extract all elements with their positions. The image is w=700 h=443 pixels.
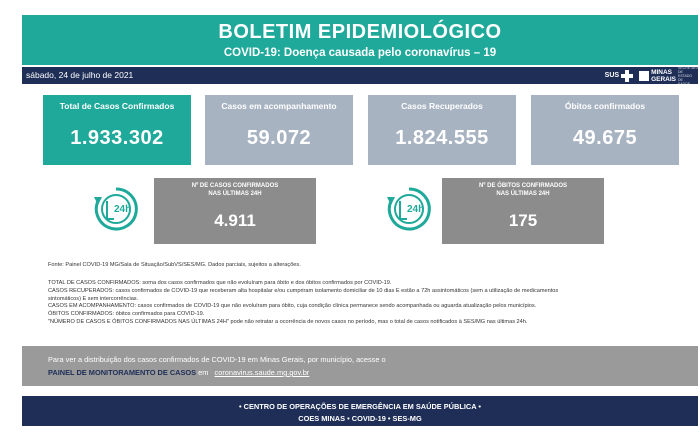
mg-emblem-icon [639,71,649,81]
footer-line1: • CENTRO DE OPERAÇÕES DE EMERGÊNCIA EM SAÚDE PÚBLICA • [239,402,481,411]
card-value: 59.072 [246,127,312,149]
bulletin-subtitle: COVID-19: Doença causada pelo coronavírus – 19 [223,47,497,59]
definition-line: CASOS EM ACOMPANHAMENTO: casos confirmados de COVID-19 que não evoluíram para óbito, cuja condição clínica permanece sendo acompanhada ou aguarda atualização pelos municípios. [48,303,537,310]
card24-label-line1: Nº DE ÓBITOS CONFIRMADOS [478,183,568,189]
sus-logo [605,70,633,82]
card-cases-24h [154,178,316,244]
coronavirus-site-link[interactable]: coronavirus.saude.mg.gov.br [214,368,310,377]
card24-label-line2: NAS ÚLTIMAS 24H [496,191,550,197]
card-recovered [368,95,516,165]
logos [604,65,700,86]
card24-value: 4.911 [214,211,256,230]
card-label: Óbitos confirmados [564,101,646,111]
card24-label [154,182,316,198]
card-value: 1.824.555 [395,127,489,149]
note-connector: em [198,368,209,377]
clock-24h-icon [385,185,433,233]
note-line2 [48,368,309,377]
card-label: Total de Casos Confirmados [59,101,175,111]
definition-line: TOTAL DE CASOS CONFIRMADOS: soma dos casos confirmados que não evoluíram para óbito e dos óbitos confirmados por COVID-19. [48,280,392,286]
monitoring-panel-label: PAINEL DE MONITORAMENTO DE CASOS [48,368,197,377]
definition-line: "NÚMERO DE CASOS E ÓBITOS CONFIRMADOS NAS ÚLTIMAS 24H" pode não retratar a ocorrência de novos casos no período, mas o total de casos notificados à SES/MG nas últimas 24h. [48,318,528,325]
minas-gerais-logo [639,65,700,86]
clock-24h-icon [92,185,140,233]
bulletin-date: sábado, 24 de julho de 2021 [26,70,134,80]
source-note: Fonte: Painel COVID-19 MG/Sala de Situação/SubVS/SES/MG. Dados parciais, sujeitos a alterações. [48,262,301,268]
card-deaths-24h [442,178,604,244]
card-value: 49.675 [572,127,638,149]
monitoring-note [22,346,698,386]
definition-line: sintomáticos) E sem intercorrências. [48,295,139,302]
card-in-follow-up [205,95,353,165]
card24-label [442,182,604,198]
mg-logo-line1: MINAS [651,68,673,76]
card-value: 1.933.302 [70,127,164,149]
bulletin-title: BOLETIM EPIDEMIOLÓGICO [218,21,502,43]
bulletin-header [22,15,698,65]
footer-line2: COES MINAS • COVID-19 • SES-MG [298,414,422,423]
definition-line: CASOS RECUPERADOS: casos confirmados de COVID-19 que receberam alta hospitalar e/ou cumpriram isolamento domiciliar de 10 dias E estão a 72h assintomáticos (sem a utilização de medicamentos [48,287,559,294]
svg-text:24h: 24h [114,204,132,215]
card24-label-line1: Nº DE CASOS CONFIRMADOS [191,183,279,189]
card24-label-line2: NAS ÚLTIMAS 24H [208,191,262,197]
card24-value: 175 [508,211,538,230]
card-total-confirmed [43,95,191,165]
definition-line: ÓBITOS CONFIRMADOS: óbitos confirmados para COVID-19. [48,311,205,318]
svg-text:24h: 24h [407,204,425,215]
mg-logo-small: SECRETARIA DE ESTADO DE SAÚDE [678,65,700,86]
card-deaths [531,95,679,165]
note-line1: Para ver a distribuição dos casos confirmados de COVID-19 em Minas Gerais, por município, acesse o [48,355,386,364]
card-label: Casos em acompanhamento [221,101,337,111]
card-label: Casos Recuperados [401,101,483,111]
mg-logo-line2: GERAIS [651,75,676,83]
footer [22,396,698,426]
definitions [48,280,678,327]
sus-logo-text: SUS [604,72,620,79]
date-bar [22,67,698,84]
cross-icon [621,70,633,82]
